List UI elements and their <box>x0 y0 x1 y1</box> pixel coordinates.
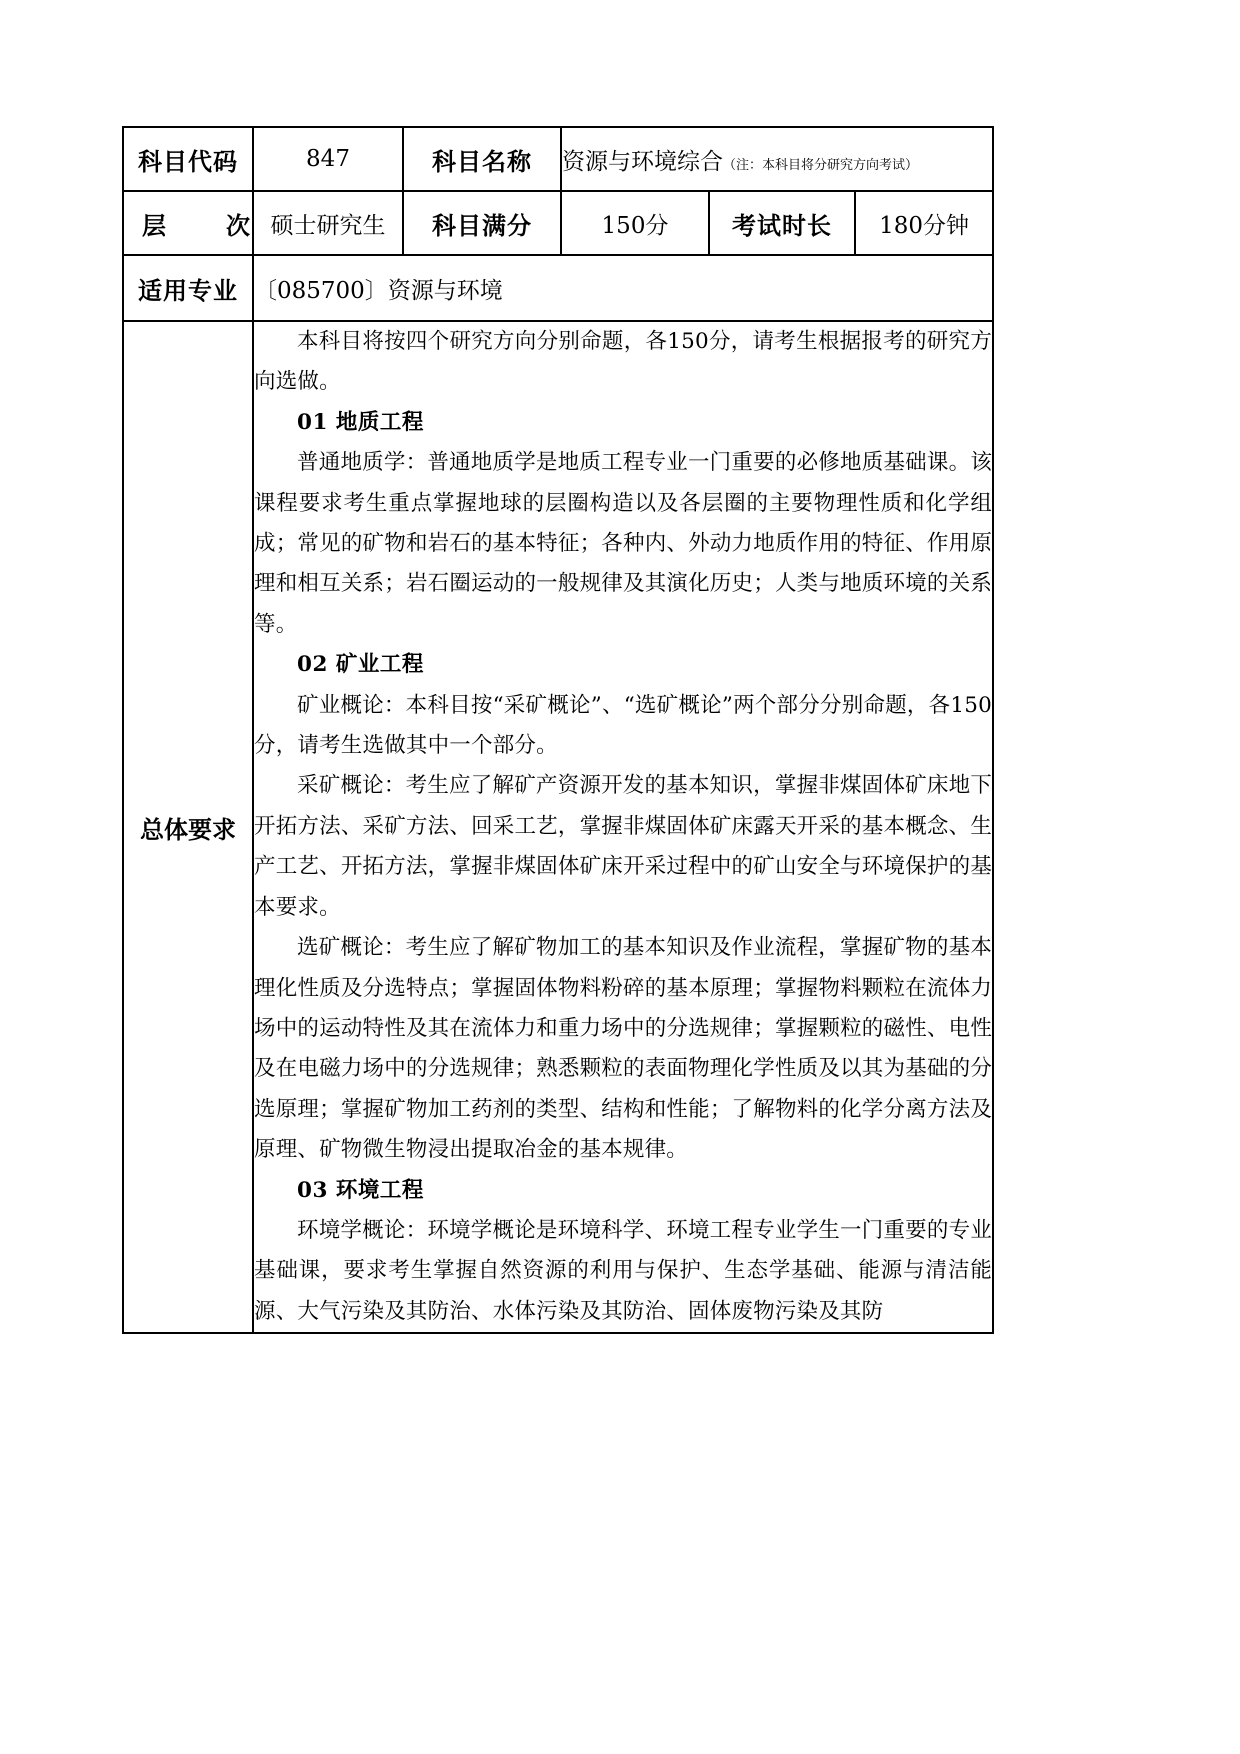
table-row-major <box>123 255 993 321</box>
subject-name-note: （注：本科目将分研究方向考试） <box>723 157 919 173</box>
table-row-subject <box>123 127 993 191</box>
requirement-body <box>253 321 993 1333</box>
full-score-value: 150分 <box>561 191 709 255</box>
table-row-requirements <box>123 321 993 1333</box>
syllabus-table <box>122 126 994 1334</box>
subject-name-value: 资源与环境综合 <box>562 148 723 175</box>
section-03-heading: 03 环境工程 <box>297 1177 424 1203</box>
major-value: 〔085700〕资源与环境 <box>253 255 993 321</box>
subject-name-value-cell <box>561 127 993 191</box>
intro-paragraph: 本科目将按四个研究方向分别命题，各150分，请考生根据报考的研究方向选做。 <box>254 329 993 395</box>
section-01-heading: 01 地质工程 <box>297 409 424 435</box>
overall-requirement-label: 总体要求 <box>123 321 253 1333</box>
subject-code-label: 科目代码 <box>123 127 253 191</box>
level-label: 层 次 <box>123 191 253 255</box>
exam-duration-label: 考试时长 <box>709 191 855 255</box>
section-02-paragraph-1: 矿业概论：本科目按“采矿概论”、“选矿概论”两个部分分别命题，各150分，请考生选做其中一个部分。 <box>254 692 993 759</box>
level-value: 硕士研究生 <box>253 191 403 255</box>
table-row-level <box>123 191 993 255</box>
section-01-paragraph-1: 普通地质学：普通地质学是地质工程专业一门重要的必修地质基础课。该课程要求考生重点掌握地球的层圈构造以及各层圈的主要物理性质和化学组成；常见的矿物和岩石的基本特征；各种内、外动力地质作用的特征、作用原理和相互关系；岩石圈运动的一般规律及其演化历史；人类与地质环境的关系等。 <box>254 450 993 637</box>
section-02-heading: 02 矿业工程 <box>297 652 424 678</box>
exam-duration-value: 180分钟 <box>855 191 993 255</box>
subject-name-label: 科目名称 <box>403 127 561 191</box>
subject-code-value: 847 <box>253 127 403 191</box>
section-03-paragraph-1: 环境学概论：环境学概论是环境科学、环境工程专业学生一门重要的专业基础课，要求考生掌握自然资源的利用与保护、生态学基础、能源与清洁能源、大气污染及其防治、水体污染及其防治、固体废物污染及其防 <box>254 1217 993 1324</box>
section-02-paragraph-2: 采矿概论：考生应了解矿产资源开发的基本知识，掌握非煤固体矿床地下开拓方法、采矿方法、回采工艺，掌握非煤固体矿床露天开采的基本概念、生产工艺、开拓方法，掌握非煤固体矿床开采过程中的矿山安全与环境保护的基本要求。 <box>254 773 993 920</box>
major-label: 适用专业 <box>123 255 253 321</box>
full-score-label: 科目满分 <box>403 191 561 255</box>
section-02-paragraph-3: 选矿概论：考生应了解矿物加工的基本知识及作业流程，掌握矿物的基本理化性质及分选特点；掌握固体物料粉碎的基本原理；掌握物料颗粒在流体力场中的运动特性及其在流体力和重力场中的分选规律；掌握颗粒的磁性、电性及在电磁力场中的分选规律；熟悉颗粒的表面物理化学性质及以其为基础的分选原理；掌握矿物加工药剂的类型、结构和性能；了解物料的化学分离方法及原理、矿物微生物浸出提取冶金的基本规律。 <box>254 935 993 1163</box>
